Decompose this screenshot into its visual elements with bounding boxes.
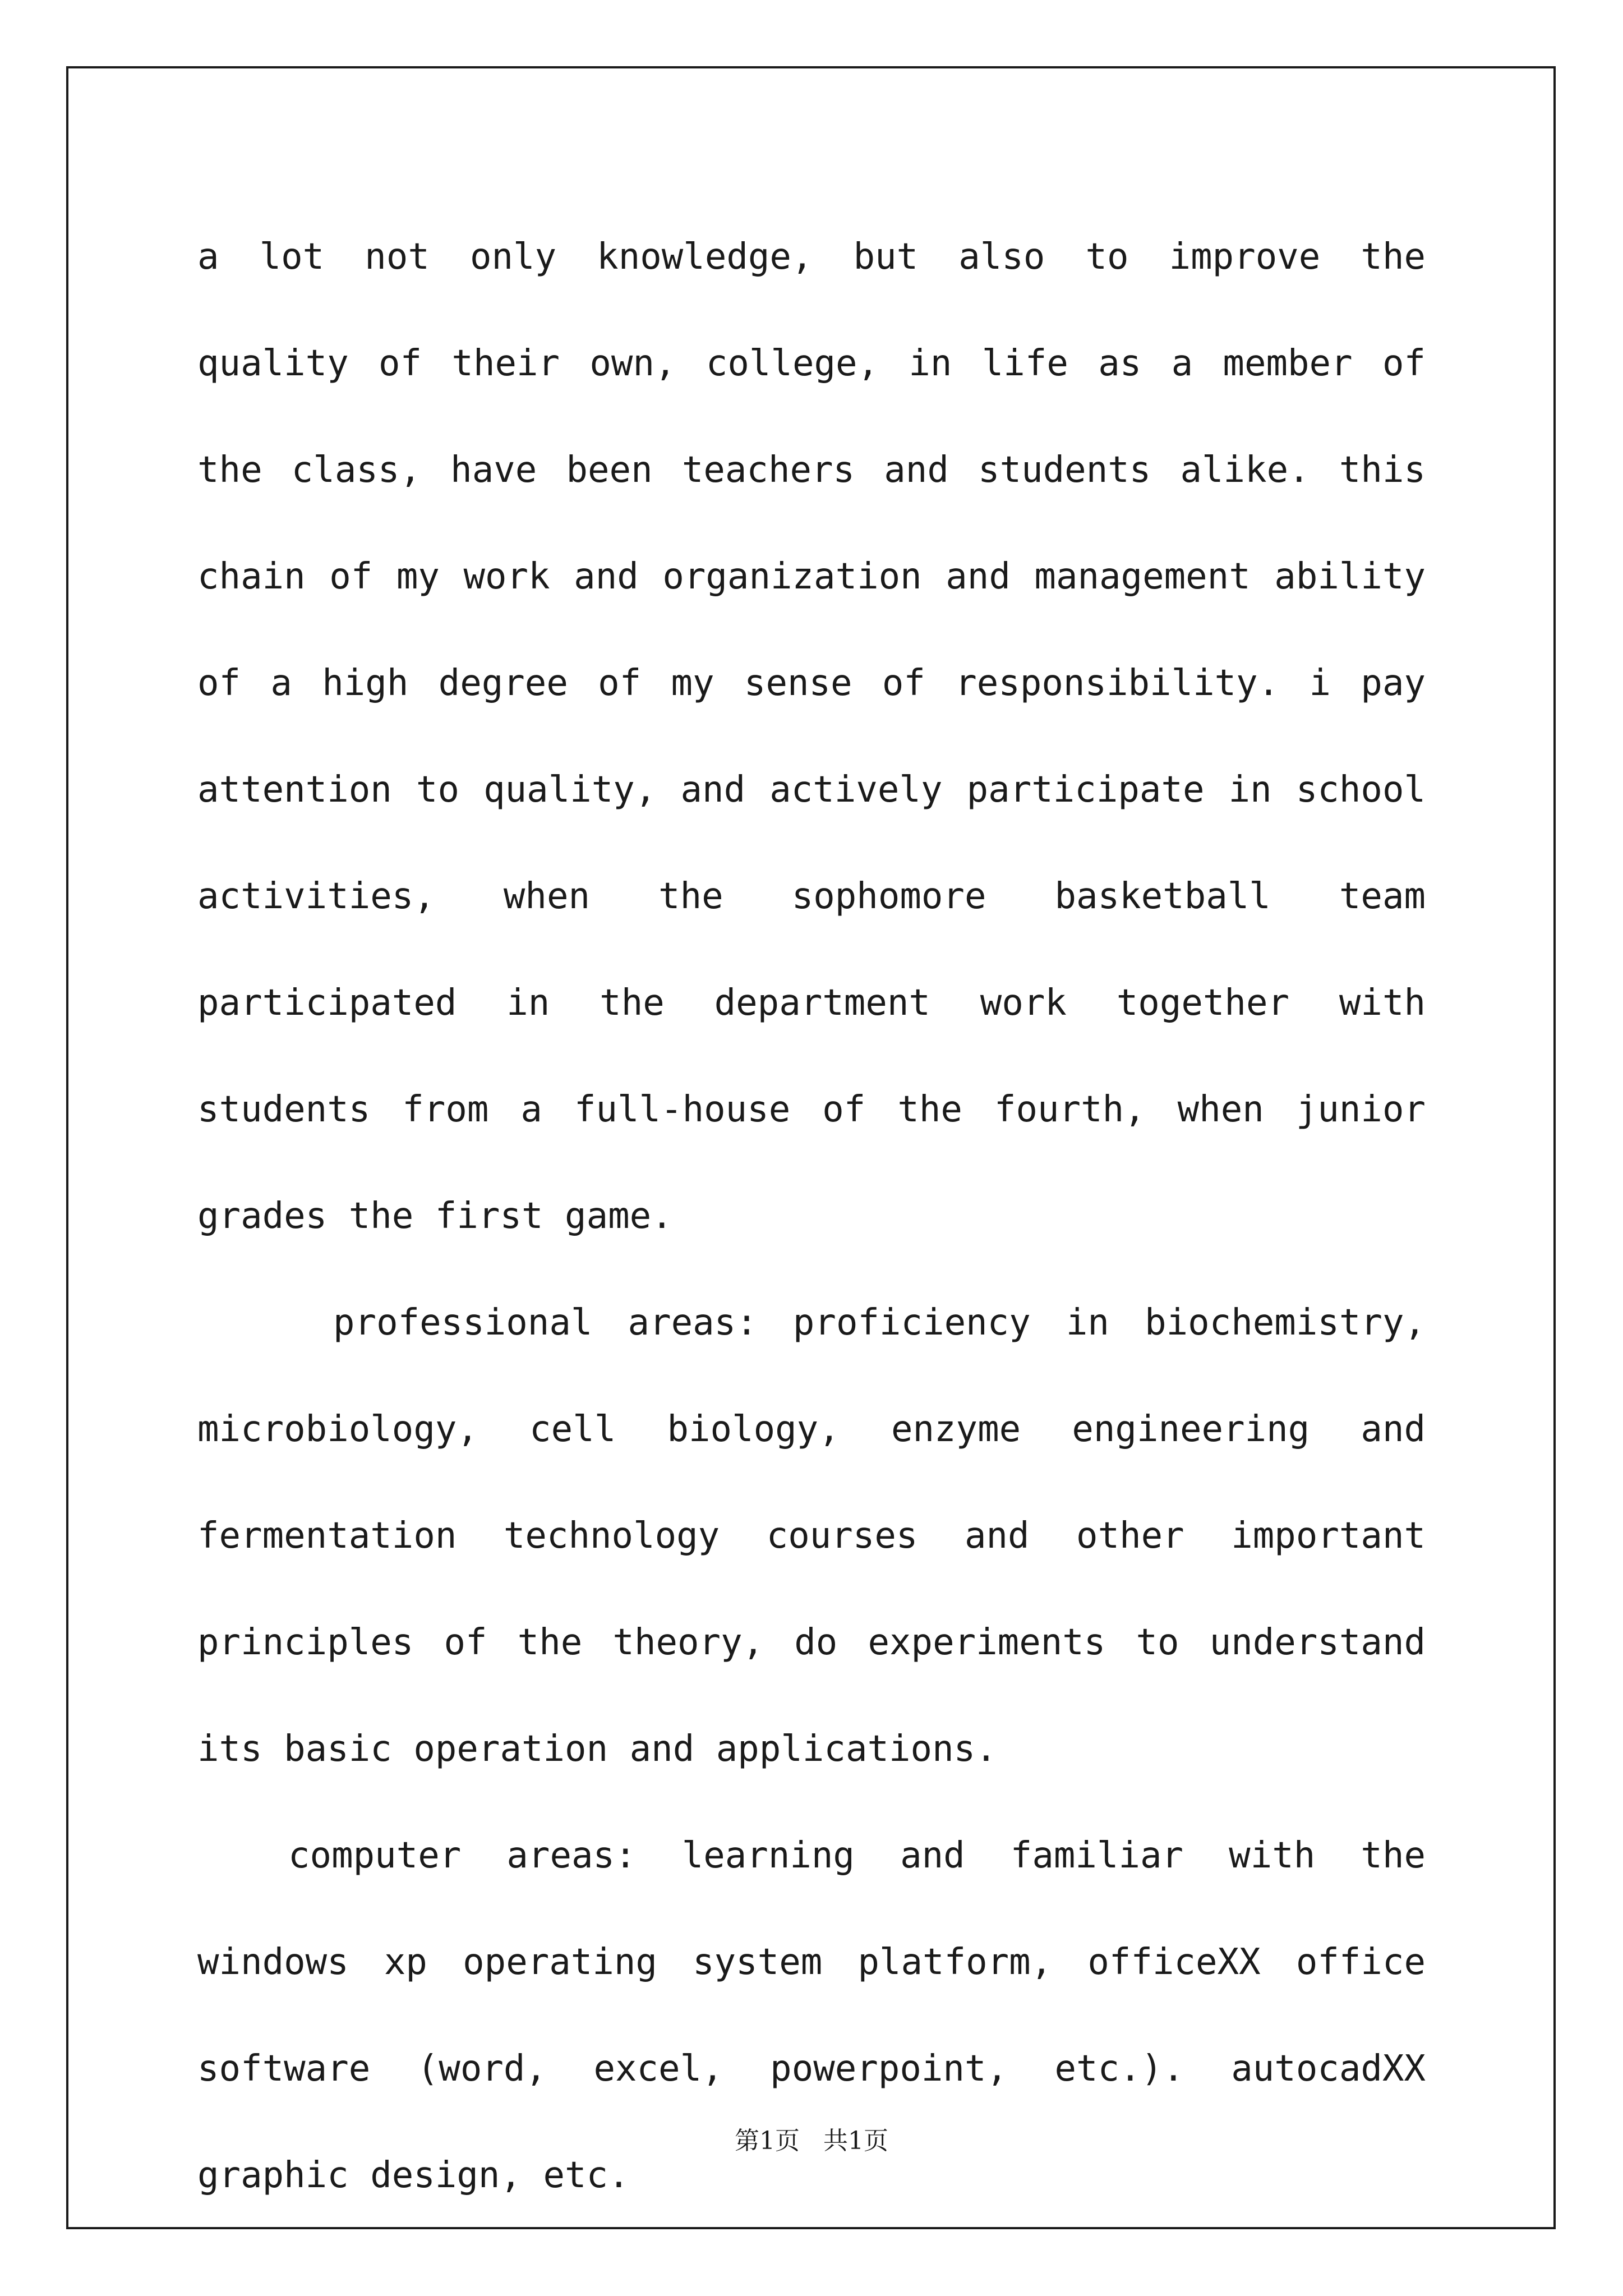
document-body bbox=[197, 204, 1426, 2229]
paragraph-professional-areas: professional areas: proficiency in biochemistry, microbiology, cell biology, enzyme engineering and fermentation technology courses and other important principles of the theory, do experiments to understand its basic operation and applications. bbox=[197, 1302, 1426, 1770]
page-footer: 第1页 共1页 bbox=[735, 2127, 888, 2155]
paragraph-computer-areas: computer areas: learning and familiar with the windows xp operating system platform, officeXX office software (word, excel, powerpoint, etc.). autocadXX graphic design, etc. bbox=[197, 1835, 1426, 2196]
paragraph-activities: a lot not only knowledge, but also to improve the quality of their own, college, in life as a member of the class, have been teachers and students alike. this chain of my work and organization and management ability of a high degree of my sense of responsibility. i pay attention to quality, and actively participate in school activities, when the sophomore basketball team participated in the department work together with students from a full-house of the fourth, when junior grades the first game. bbox=[197, 236, 1426, 1237]
